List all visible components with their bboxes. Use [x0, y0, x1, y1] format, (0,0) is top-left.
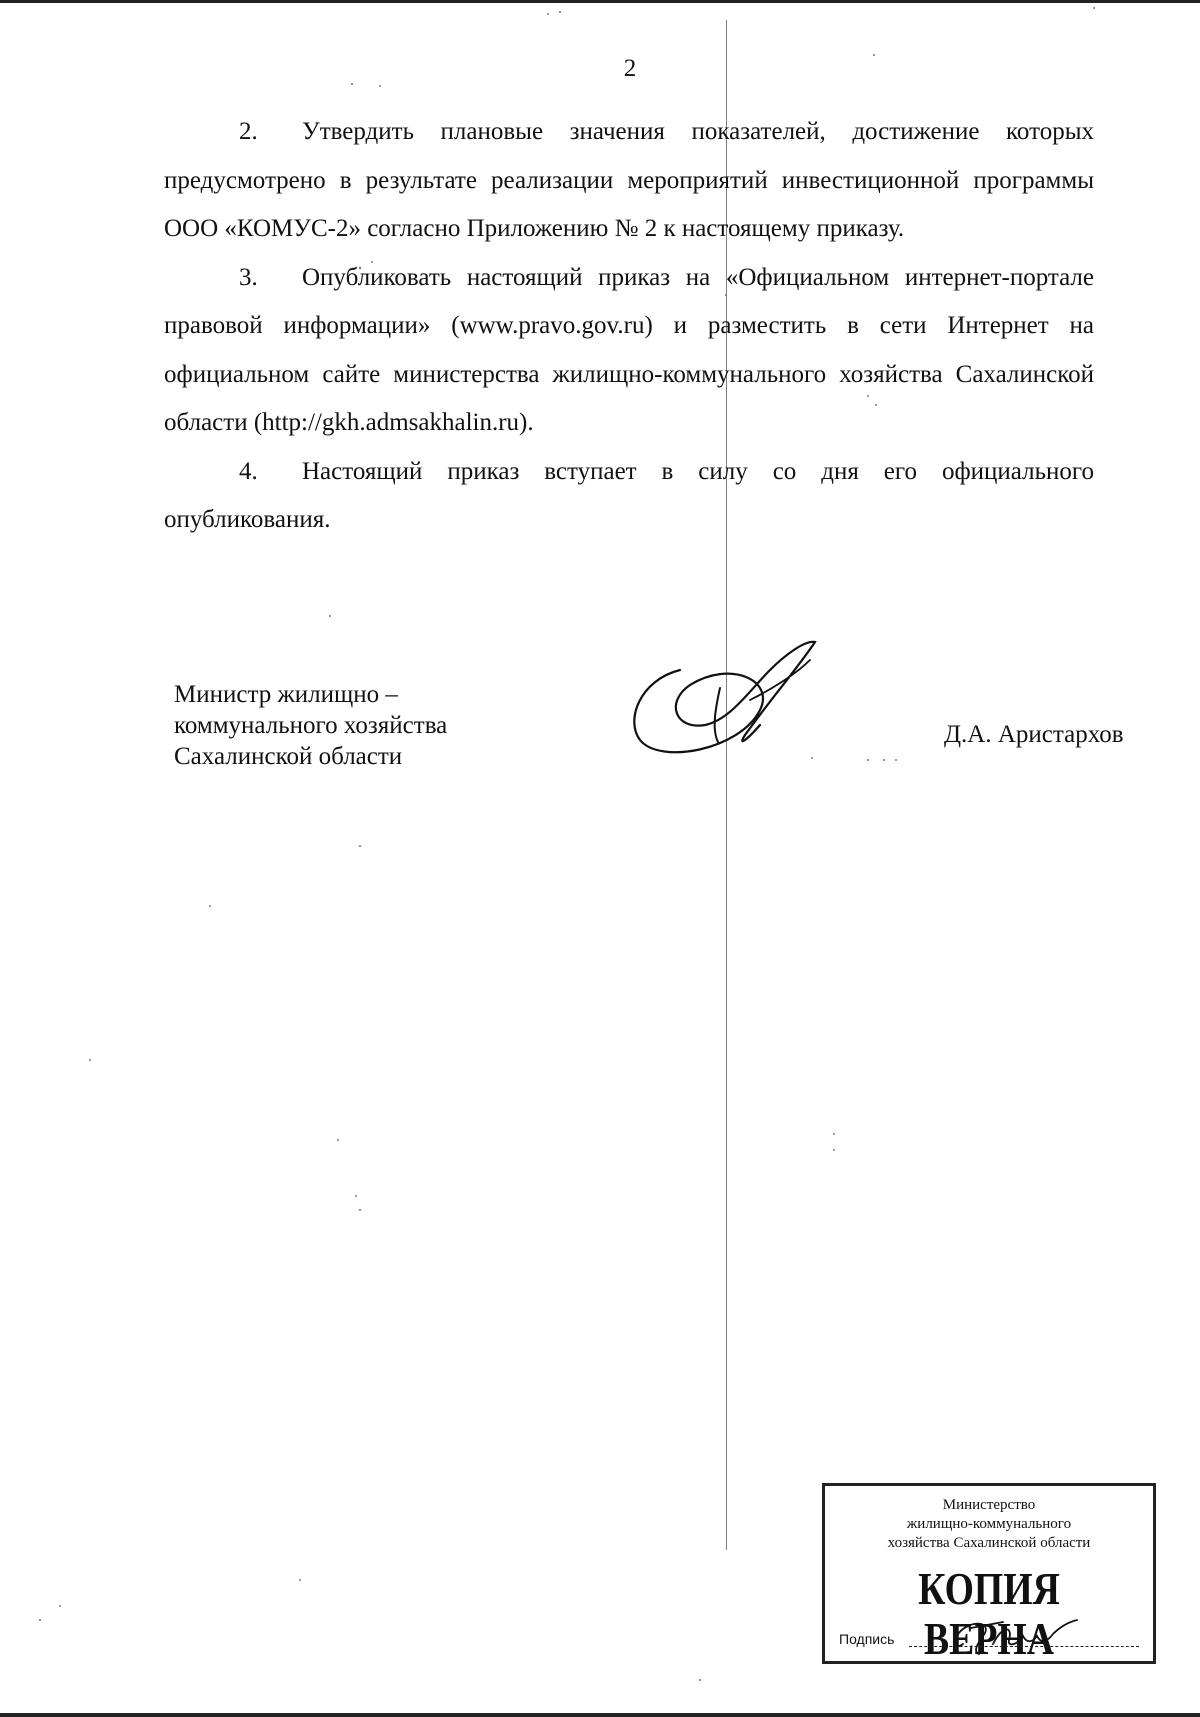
position-line: Сахалинской области	[174, 743, 403, 770]
stamp-org-line: жилищно-коммунального	[906, 1516, 1072, 1532]
handwritten-signature	[620, 630, 840, 770]
order-body	[164, 108, 1094, 545]
signatory-name: Д.А. Аристархов	[944, 721, 1124, 748]
stamp-title: КОПИЯ ВЕРНА	[918, 1563, 1060, 1664]
stamp-handwritten-signature	[943, 1614, 1083, 1660]
stamp-org-line: хозяйства Сахалинской области	[887, 1535, 1091, 1551]
position-line: коммунального хозяйства	[174, 712, 448, 739]
paragraph-2	[164, 108, 1094, 254]
copy-certified-stamp	[822, 1483, 1156, 1664]
paragraph-text: Утвердить плановые значения показателей, достижение которых предусмотрено в результате реализации мероприятий инвестиционной программы ООО «КОМУС-2» согласно Приложению № 2 к настоящему приказу.	[164, 118, 1094, 242]
paragraph-3	[164, 254, 1094, 448]
paragraph-text: Настоящий приказ вступает в силу со дня его официального опубликования.	[164, 457, 1094, 533]
stamp-org-line: Министерство	[942, 1497, 1036, 1513]
paragraph-4	[164, 448, 1094, 545]
paragraph-number: 3.	[239, 263, 258, 291]
paragraph-number: 2.	[239, 118, 258, 145]
paragraph-number: 4.	[239, 457, 258, 485]
stamp-sign-label: Подпись	[839, 1631, 895, 1647]
stamp-organization	[825, 1496, 1153, 1553]
paragraph-text: Опубликовать настоящий приказ на «Официальном интернет-портале правовой информации» (www.pravo.gov.ru) и разместить в сети Интернет на официальном сайте министерства жилищно-коммунального хозяйства Сахалинской области (http://gkh.admsakhalin.ru).	[164, 263, 1094, 436]
page-number: 2	[623, 55, 637, 82]
signatory-position	[174, 679, 447, 772]
position-line: Министр жилищно –	[174, 681, 398, 708]
